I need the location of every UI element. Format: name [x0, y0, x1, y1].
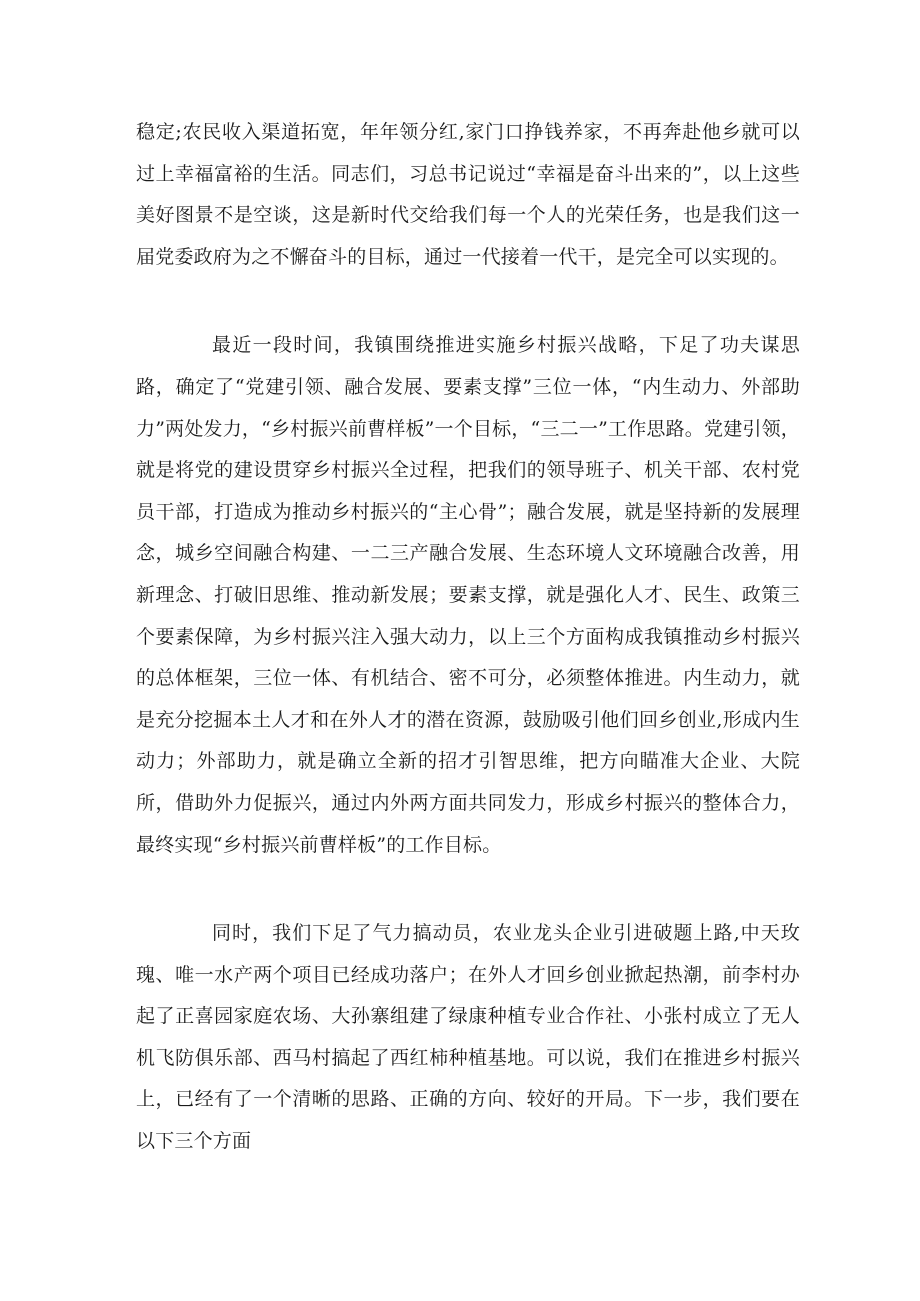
paragraph-gap: [136, 866, 800, 913]
document-body: [136, 112, 800, 1163]
paragraph-1: 稳定;农民收入渠道拓宽，年年领分红,家门口挣钱养家，不再奔赴他乡就可以过上幸福富裕的生活。同志们，习总书记说过“幸福是奋斗出来的”，以上这些美好图景不是空谈，这是新时代交给我们每一个人的光荣任务，也是我们这一届党委政府为之不懈奋斗的目标，通过一代接着一代干，是完全可以实现的。: [136, 121, 800, 268]
paragraph-2: 最近一段时间，我镇围绕推进实施乡村振兴战略，下足了功夫谋思路，确定了“党建引领、融合发展、要素支撑”三位一体，“内生动力、外部助力”两处发力，“乡村振兴前曹样板”一个目标，“三二一”工作思路。党建引领，就是将党的建设贯穿乡村振兴全过程，把我们的领导班子、机关干部、农村党员干部，打造成为推动乡村振兴的“主心骨”；融合发展，就是坚持新的发展理念，城乡空间融合构建、一二三产融合发展、生态环境人文环境融合改善，用新理念、打破旧思维、推动新发展；要素支撑，就是强化人才、民生、政策三个要素保障，为乡村振兴注入强大动力，以上三个方面构成我镇推动乡村振兴的总体框架，三位一体、有机结合、密不可分，必须整体推进。内生动力，就是充分挖掘本土人才和在外人才的潜在资源，鼓励吸引他们回乡创业,形成内生动力；外部助力，就是确立全新的招才引智思维，把方向瞄准大企业、大院所，借助外力促振兴，通过内外两方面共同发力，形成乡村振兴的整体合力，最终实现“乡村振兴前曹样板”的工作目标。: [136, 334, 800, 856]
paragraph-gap: [136, 278, 800, 325]
paragraph-3: 同时，我们下足了气力搞动员，农业龙头企业引进破题上路,中天玫瑰、唯一水产两个项目已经成功落户；在外人才回乡创业掀起热潮，前李村办起了正喜园家庭农场、大孙寨组建了绿康种植专业合作社、小张村成立了无人机飞防俱乐部、西马村搞起了西红柿种植基地。可以说，我们在推进乡村振兴上，已经有了一个清晰的思路、正确的方向、较好的开局。下一步，我们要在以下三个方面: [136, 922, 800, 1153]
